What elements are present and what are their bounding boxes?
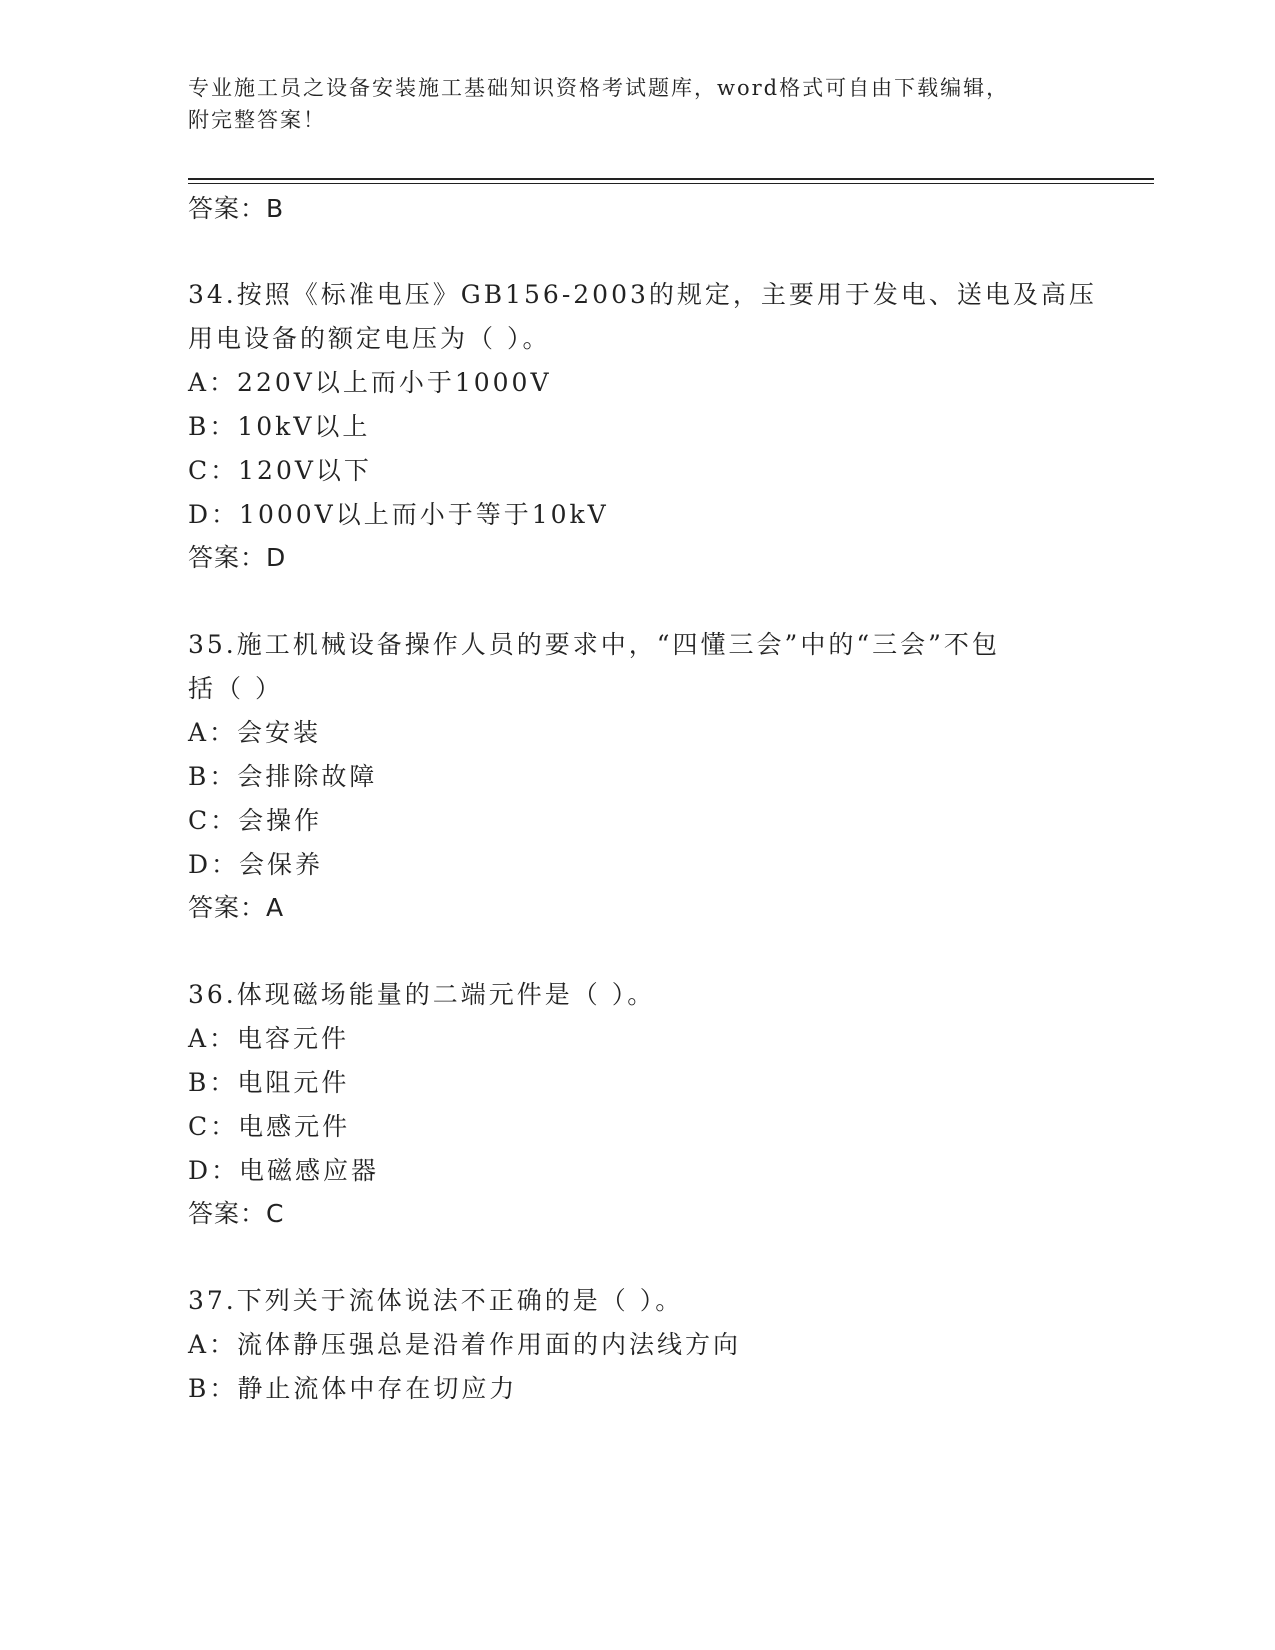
question-34-option-d: D：1000V以上而小于等于10kV <box>188 500 609 529</box>
header-line-1: 专业施工员之设备安装施工基础知识资格考试题库，word格式可自由下载编辑， <box>188 76 1010 100</box>
question-37-option-a: A：流体静压强总是沿着作用面的内法线方向 <box>188 1330 742 1359</box>
header-divider-thick <box>188 178 1154 180</box>
question-36-option-d: D：电磁感应器 <box>188 1156 380 1185</box>
question-35-option-c: C：会操作 <box>188 806 323 835</box>
question-35-option-b: B：会排除故障 <box>188 762 378 791</box>
question-34-answer: 答案：D <box>188 543 287 572</box>
header-line-2: 附完整答案！ <box>188 108 326 132</box>
question-35-option-a: A：会安装 <box>188 718 322 747</box>
question-37-option-b: B：静止流体中存在切应力 <box>188 1374 518 1403</box>
header-divider-thin <box>188 183 1154 184</box>
question-34-option-a: A：220V以上而小于1000V <box>188 368 552 397</box>
question-36-option-a: A：电容元件 <box>188 1024 350 1053</box>
question-34-option-b: B：10kV以上 <box>188 412 371 441</box>
question-36-option-b: B：电阻元件 <box>188 1068 350 1097</box>
question-34-stem-line-1: 34.按照《标准电压》GB156-2003的规定，主要用于发电、送电及高压 <box>188 280 1097 309</box>
question-37-stem-line-1: 37.下列关于流体说法不正确的是（ ）。 <box>188 1286 684 1315</box>
question-35-option-d: D：会保养 <box>188 850 324 879</box>
question-34-stem-line-2: 用电设备的额定电压为（ ）。 <box>188 324 551 353</box>
document-header <box>188 72 1068 136</box>
previous-answer: 答案：B <box>188 194 285 223</box>
question-35-stem-line-1: 35.施工机械设备操作人员的要求中，“四懂三会”中的“三会”不包 <box>188 630 1000 659</box>
question-36-answer: 答案：C <box>188 1199 285 1228</box>
question-36-stem-line-1: 36.体现磁场能量的二端元件是（ ）。 <box>188 980 656 1009</box>
question-35-stem-line-2: 括（ ） <box>188 674 283 703</box>
question-35-answer: 答案：A <box>188 893 285 922</box>
question-34-option-c: C：120V以下 <box>188 456 372 485</box>
question-36-option-c: C：电感元件 <box>188 1112 351 1141</box>
